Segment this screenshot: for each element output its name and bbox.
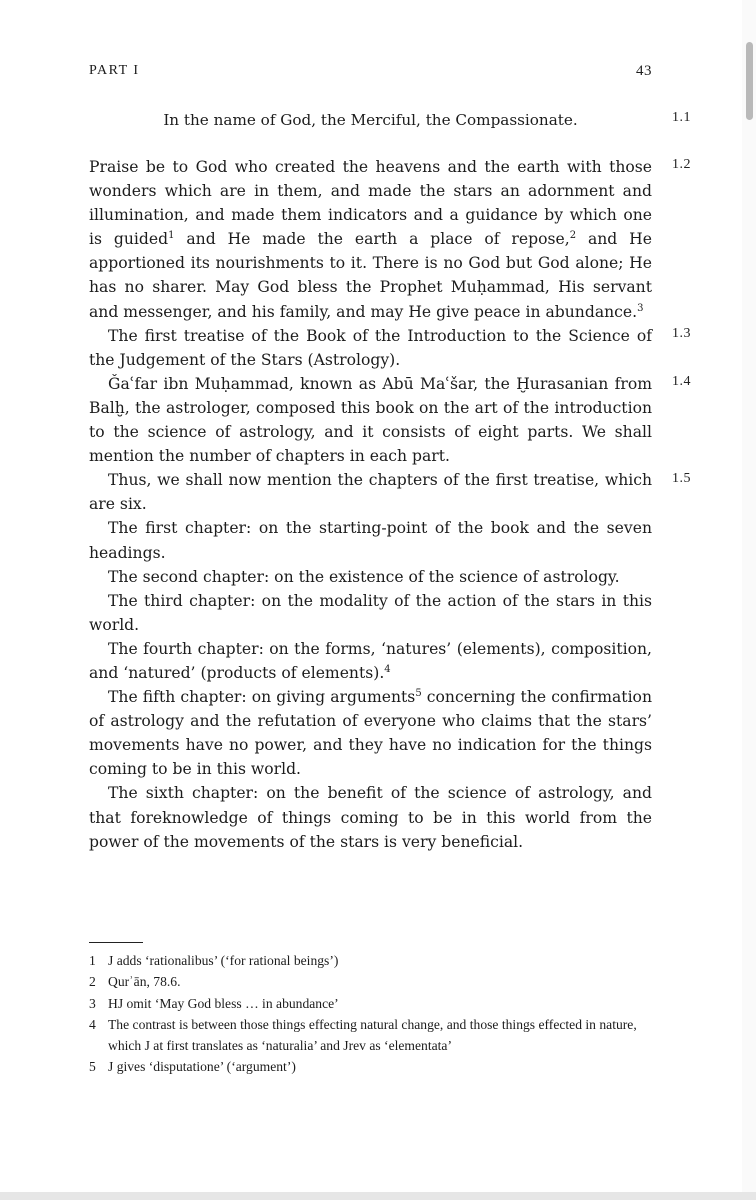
paragraph: The first treatise of the Book of the Introduction to the Science of the Judgement of the Stars (Astrology). [89, 326, 652, 369]
paragraph: The third chapter: on the modality of the action of the stars in this world. [89, 591, 652, 634]
footnote: 5 J gives ‘disputatione’ (‘argument’) [89, 1059, 296, 1075]
invocation: In the name of God, the Merciful, the Compassionate. [163, 111, 578, 129]
footnotes [89, 950, 652, 1078]
footnote: 1 J adds ‘rationalibus’ (‘for rational beings’) [89, 953, 339, 968]
section-number: 1.3 [672, 326, 691, 341]
footnote: 3 HJ omit ‘May God bless … in abundance’ [89, 995, 339, 1011]
section-number: 1.2 [672, 157, 691, 172]
bottom-edge [0, 1192, 756, 1200]
paragraph: The first chapter: on the starting-point of the book and the seven headings. [89, 519, 652, 562]
paragraph: The sixth chapter: on the benefit of the science of astrology, and that foreknowledge of things coming to be in this world from the power of the movements of the stars is very beneficial. [89, 784, 652, 851]
section-number: 1.1 [672, 110, 691, 125]
footnote-ref[interactable]: 3 [637, 302, 644, 314]
part-label: PART I [89, 63, 140, 78]
footnote-divider [89, 942, 143, 943]
paragraph: Ǧaʿfar ibn Muḥammad, known as Abū Maʿšar, the Ḫurasanian from Balḫ, the astrologer, composed this book on the art of the introduction to the science of astrology, and it consists of eight parts. We shall mention the number of chapters in each part. [89, 374, 652, 466]
footnote-ref[interactable]: 4 [384, 663, 391, 675]
footnote-ref[interactable]: 5 [415, 688, 422, 700]
footnote-ref[interactable]: 1 [168, 230, 175, 242]
vertical-scrollbar[interactable] [742, 0, 756, 1200]
section-number: 1.5 [672, 471, 691, 486]
paragraph: The fourth chapter: on the forms, ‘natures’ (elements), composition, and ‘natured’ (products of elements).$^4$ [89, 639, 652, 682]
footnote: 2 Qurʾān, 78.6. [89, 974, 181, 990]
paragraph: The second chapter: on the existence of the science of astrology. [108, 567, 620, 586]
paragraph: Thus, we shall now mention the chapters of the first treatise, which are six. [89, 471, 652, 514]
paragraph: The fifth chapter: on giving arguments$^5$ concerning the confirmation of astrology and the refutation of everyone who claims that the stars’ movements have no power, and they have no indication for the things coming to be in this world. [89, 688, 652, 779]
paragraph: Praise be to God who created the heavens and the earth with those wonders which are in them, and made the stars an adornment and illumination, and made them indicators and a guidance by which one is guided$^1$ and He made the earth a place of repose,$^2$ and He apportioned its nourishments to it. There is no God but God alone; He has no sharer. May God bless the Prophet Muḥammad, His servant and messenger, and his family, and may He give peace in abundance.$^3$ [89, 158, 652, 321]
section-number: 1.4 [672, 374, 691, 389]
footnote-ref[interactable]: 2 [569, 230, 577, 242]
scrollbar-thumb[interactable] [746, 42, 753, 120]
main-text [89, 155, 652, 854]
page-number: 43 [636, 63, 652, 79]
footnote: 4 The contrast is between those things effecting natural change, and those things effected in nature, which J at first translates as ‘naturalia’ and Jrev as ‘elementata’ [89, 1016, 637, 1054]
running-head [89, 63, 652, 80]
